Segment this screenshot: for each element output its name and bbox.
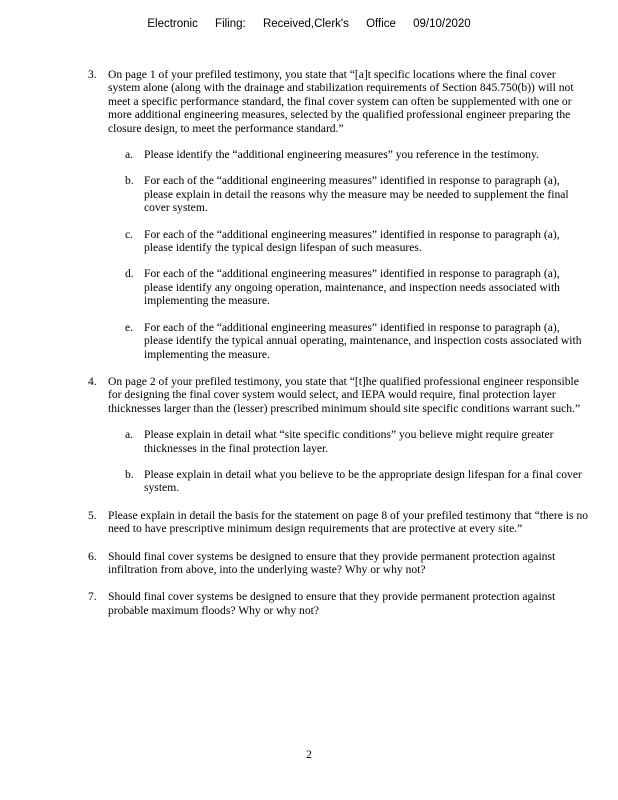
question-7	[88, 590, 590, 617]
question-number: 3.	[88, 68, 97, 81]
header-electronic: Electronic	[147, 18, 198, 30]
subquestion-letter: b.	[125, 467, 134, 481]
question-text: Please explain in detail the basis for the statement on page 8 of your prefiled testimony that “there is no need to have prescriptive minimum design requirements that are protective at every site.”	[108, 508, 589, 536]
question-number: 7.	[88, 590, 97, 604]
header-filing: Filing:	[215, 18, 246, 30]
question-text: Should final cover systems be designed to ensure that they provide permanent protection against infiltration from above, into the underlying waste? Why or why not?	[108, 549, 556, 576]
question-4	[88, 375, 590, 495]
subquestion-4a	[125, 428, 590, 455]
subquestion-text: For each of the “additional engineering measures” identified in response to paragraph (a), please identify the typical design lifespan of such measures.	[144, 227, 560, 255]
subquestion-letter: e.	[125, 320, 134, 334]
page-number: 2	[306, 748, 312, 761]
subquestion-text: For each of the “additional engineering measures” identified in response to paragraph (a), please identify any ongoing operation, maintenance, and inspection needs associated with implementing the measure.	[144, 267, 560, 308]
subquestion-text: Please explain in detail what you believe to be the appropriate design lifespan for a final cover system.	[144, 467, 582, 495]
subquestion-3c	[125, 228, 590, 255]
question-text: On page 2 of your prefiled testimony, you state that “[t]he qualified professional engineer responsible for designing the final cover system would select, and IEPA would require, final protection layer thicknesses larger than the (lesser) prescribed minimum should site specific conditions warrant such.”	[108, 374, 581, 415]
header-received: Received,Clerk's	[262, 18, 349, 30]
question-number: 4.	[88, 374, 97, 388]
question-6	[88, 550, 590, 577]
header-date: 09/10/2020	[413, 18, 471, 30]
subquestion-text: Please identify the “additional engineering measures” you reference in the testimony.	[144, 148, 539, 162]
subquestion-letter: b.	[125, 174, 134, 188]
question-3	[88, 68, 590, 361]
question-text: Should final cover systems be designed to ensure that they provide permanent protection against probable maximum floods? Why or why not?	[108, 590, 556, 617]
subquestion-text: For each of the “additional engineering measures” identified in response to paragraph (a), please identify the typical annual operating, maintenance, and inspection costs associated with implementing the measure.	[144, 320, 582, 361]
subquestion-letter: d.	[125, 267, 134, 281]
header-office: Office	[366, 18, 396, 30]
question-number: 6.	[88, 549, 97, 563]
questions-list	[88, 68, 590, 631]
filing-header	[0, 18, 618, 30]
question-5	[88, 509, 590, 536]
subquestion-text: For each of the “additional engineering measures” identified in response to paragraph (a), please explain in detail the reasons why the measure may be needed to supplement the final cover system.	[144, 174, 569, 215]
subquestion-3e	[125, 321, 590, 361]
subquestion-4b	[125, 468, 590, 495]
subquestion-letter: a.	[125, 428, 134, 442]
subquestion-text: Please explain in detail what “site specific conditions” you believe might require greater thicknesses in the final protection layer.	[144, 428, 554, 455]
subquestion-letter: a.	[125, 148, 134, 162]
subquestion-3b	[125, 174, 590, 214]
question-text: On page 1 of your prefiled testimony, you state that “[a]t specific locations where the final cover system alone (along with the drainage and stabilization requirements of Section 845.750(b)) will not meet a specific performance standard, the final cover system can often be supplemented with one or more additional engineering measures, selected by the qualified professional engineer preparing the closure design, to meet the performance standard.”	[108, 68, 574, 135]
question-number: 5.	[88, 508, 97, 522]
subquestion-3a	[125, 148, 590, 161]
subquestion-3d	[125, 267, 590, 307]
subquestion-letter: c.	[125, 227, 134, 241]
